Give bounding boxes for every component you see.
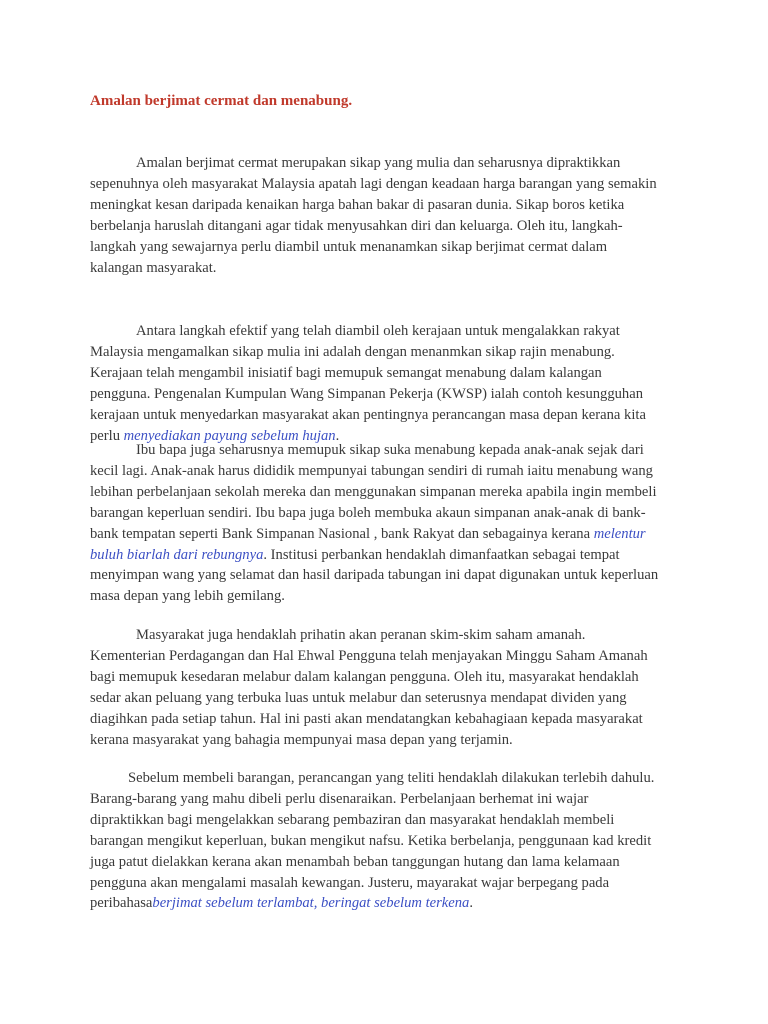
paragraph-text: . Institusi perbankan hendaklah dimanfaatkan sebagai tempat (263, 546, 620, 563)
paragraph-3 (90, 440, 690, 607)
paragraph-line: langkah yang sewajarnya perlu diambil untuk menanamkan sikap berjimat cermat dalam (90, 238, 608, 255)
paragraph-2 (90, 321, 690, 446)
idiom-text: menyediakan payung sebelum hujan (123, 427, 336, 444)
paragraph-line: Sebelum membeli barangan, perancangan yang teliti hendaklah dilakukan terlebih dahulu. (128, 770, 655, 786)
paragraph-line: menyimpan wang yang selamat dan hasil daripada tabungan ini dapat digunakan untuk keperluan (90, 567, 659, 584)
paragraph-line: kerajaan untuk menyedarkan masyarakat akan pentingnya perancangan masa depan kerana kita (90, 406, 646, 423)
paragraph-line: Masyarakat juga hendaklah prihatin akan peranan skim-skim saham amanah. (136, 627, 586, 643)
paragraph-text: bank tempatan seperti Bank Simpanan Nasional , bank Rakyat dan sebagainya kerana (90, 525, 594, 542)
paragraph-line: Malaysia mengamalkan sikap mulia ini adalah dengan menanmkan sikap rajin menabung. (90, 343, 615, 360)
paragraph-text: . (335, 427, 340, 444)
paragraph-line: bagi memupuk kesedaran melabur dalam kalangan pengguna. Oleh itu, masyarakat hendaklah (90, 668, 639, 685)
document-title: Amalan berjimat cermat dan menabung. (90, 93, 353, 109)
idiom-text: berjimat sebelum terlambat, beringat sebelum terkena (152, 895, 470, 912)
paragraph-line: Kementerian Perdagangan dan Hal Ehwal Pengguna telah menjayakan Minggu Saham Amanah (90, 647, 648, 664)
paragraph-4 (90, 625, 690, 750)
paragraph-line (90, 545, 690, 566)
paragraph-line: Antara langkah efektif yang telah diambil oleh kerajaan untuk mengalakkan rakyat (136, 323, 620, 339)
paragraph-line: lebihan perbelanjaan sekolah mereka dan menggunakan simpanan mereka apabila ingin membeli (90, 483, 657, 500)
paragraph-line: barangan keperluan sendiri. Ibu bapa juga boleh membuka akaun simpanan anak-anak di bank- (90, 504, 646, 521)
paragraph-line: juga patut dielakkan kerana akan menambah beban tanggungan hutang dan lama kelamaan (90, 853, 620, 870)
paragraph-line: sedar akan peluang yang terbuka luas untuk melabur dan seterusnya mendapat dividen yang (90, 689, 627, 706)
paragraph-text: . (469, 895, 474, 912)
paragraph-line: kecil lagi. Anak-anak harus dididik mempunyai tabungan sendiri di rumah iaitu menabung wang (90, 462, 653, 479)
paragraph-line: Kerajaan telah mengambil inisiatif bagi memupuk semangat menabung dalam kalangan (90, 364, 602, 381)
paragraph-line: sepenuhnya oleh masyarakat Malaysia apatah lagi dengan keadaan harga barangan yang semakin (90, 175, 657, 192)
idiom-text: melentur (593, 525, 646, 542)
paragraph-1 (90, 153, 690, 278)
paragraph-line (90, 893, 690, 914)
paragraph-5 (90, 768, 690, 914)
paragraph-line: masa depan yang lebih gemilang. (90, 588, 285, 605)
paragraph-text: peribahasa (90, 895, 153, 912)
paragraph-line: kerana masyarakat yang bahagia mempunyai masa depan yang terjamin. (90, 731, 513, 748)
paragraph-line: barangan mengikut keperluan, bukan mengikut nafsu. Ketika berbelanja, penggunaan kad kredit (90, 832, 652, 849)
paragraph-text: perlu (90, 427, 124, 444)
paragraph-line: Amalan berjimat cermat merupakan sikap yang mulia dan seharusnya dipraktikkan (136, 155, 621, 171)
paragraph-line: dipraktikkan bagi mengelakkan sebarang pembaziran dan masyarakat hendaklah membeli (90, 811, 615, 828)
paragraph-line: berbelanja haruslah ditangani agar tidak menyusahkan diri dan keluarga. Oleh itu, langkah- (90, 217, 623, 234)
paragraph-line: pengguna akan mengalami masalah kewangan. Justeru, mayarakat wajar berpegang pada (90, 874, 610, 891)
idiom-text: buluh biarlah dari rebungnya (90, 546, 264, 563)
paragraph-line: kalangan masyarakat. (90, 259, 217, 276)
paragraph-line: meningkat kesan daripada kenaikan harga bahan bakar di pasaran dunia. Sikap boros ketika (90, 196, 625, 213)
paragraph-line: Barang-barang yang mahu dibeli perlu disenaraikan. Perbelanjaan berhemat ini wajar (90, 790, 589, 807)
paragraph-line: diagihkan pada setiap tahun. Hal ini pasti akan mendatangkan kebahagiaan kepada masyarakat (90, 710, 643, 727)
paragraph-line (90, 524, 690, 545)
paragraph-line: Ibu bapa juga seharusnya memupuk sikap suka menabung kepada anak-anak sejak dari (136, 442, 644, 458)
paragraph-line: pengguna. Pengenalan Kumpulan Wang Simpanan Pekerja (KWSP) ialah contoh kesungguhan (90, 385, 643, 402)
